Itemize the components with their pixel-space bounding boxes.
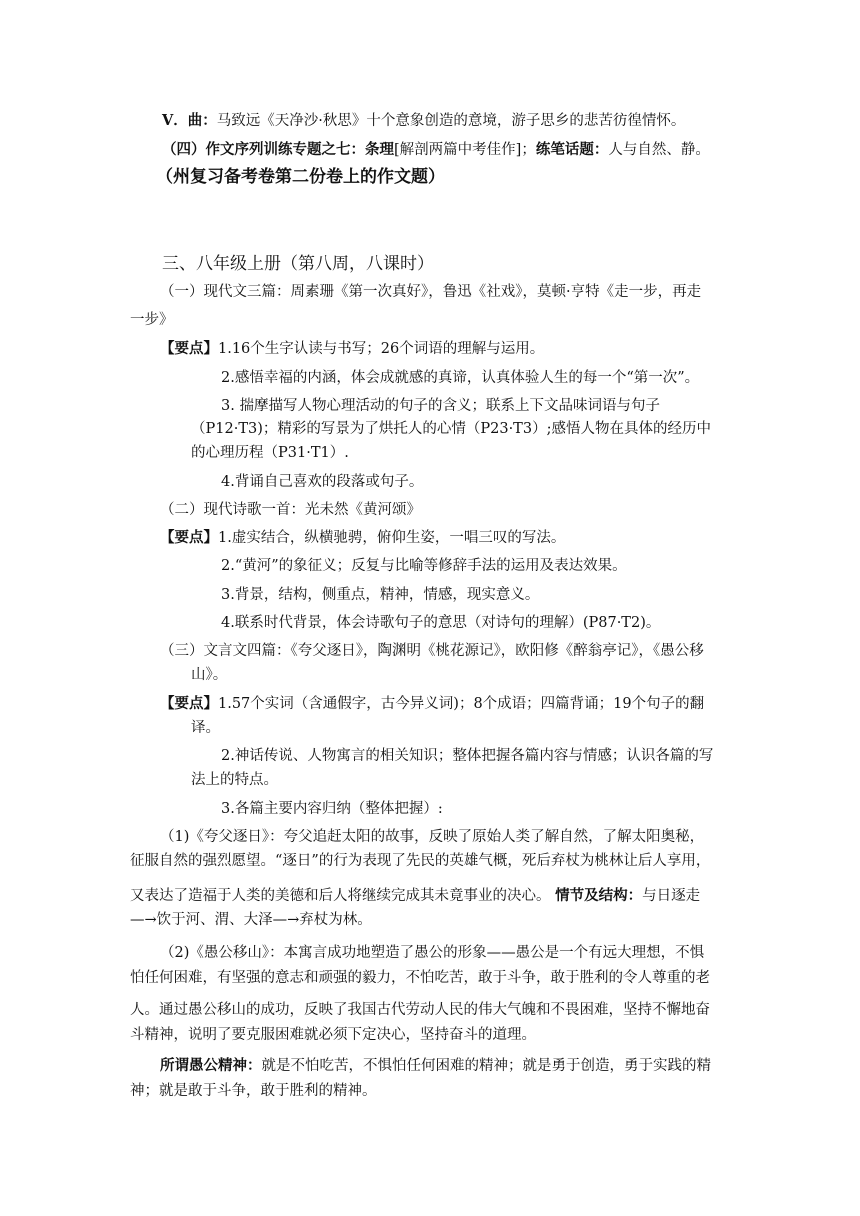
- modern-prose-point-4: 4.背诵自己喜欢的段落或句子。: [221, 474, 424, 490]
- classical-title-1: （三）文言文四篇：《夸父逐日》，陶渊明《桃花源记》，欧阳修《醉翁亭记》，《愚公移: [160, 643, 704, 659]
- modern-prose-title-1: （一）现代文三篇：周素珊《第一次真好》，鲁迅《社戏》，莫顿·亨特《走一步，再走: [160, 284, 702, 300]
- section-iv-line: [162, 140, 710, 160]
- kuafu-line-1: （1)《夸父逐日》：夸父追赶太阳的故事，反映了原始人类了解自然，了解太阳奥秘，: [160, 829, 705, 845]
- key-points-label: 【要点】: [160, 529, 218, 546]
- grade8-heading: 三、八年级上册（第八周，八课时）: [162, 254, 434, 274]
- key-points-label: 【要点】: [160, 695, 218, 712]
- note-line: （州复习备考卷第二份卷上的作文题）: [156, 167, 445, 187]
- modern-prose-point-3: 3. 揣摩描写人物心理活动的句子的含义；联系上下文品味词语与句子: [221, 398, 660, 414]
- section-v-line: [162, 111, 685, 131]
- section-v-text: 马致远《天净沙·秋思》十个意象创造的意境，游子思乡的悲苦彷徨情怀。: [216, 113, 686, 129]
- yugong-line-1: （2)《愚公移山》：本寓言成功地塑造了愚公的形象——愚公是一个有远大理想，不惧: [160, 945, 705, 961]
- kuafu-line-3: 又表达了造福于人类的美德和后人将继续完成其未竟事业的决心。 情节及结构：与日逐走: [130, 887, 701, 904]
- yugong-line-3: 人。通过愚公移山的成功，反映了我国古代劳动人民的伟大气魄和不畏困难，坚持不懈地奋: [130, 1002, 710, 1018]
- classical-title-2: 山》。: [191, 667, 228, 683]
- classical-point-2-cont: 法上的特点。: [191, 772, 278, 788]
- modern-prose-title-2: 一步》: [130, 312, 174, 328]
- modern-poetry-point-2: 2.“黄河”的象征义；反复与比喻等修辞手法的运用及表达效果。: [221, 558, 627, 574]
- modern-poetry-title: （二）现代诗歌一首：光未然《黄河颂》: [160, 502, 421, 518]
- classical-point-3: 3.各篇主要内容归纳（整体把握）:: [221, 801, 443, 817]
- plot-structure-label: 情节及结构：: [555, 887, 643, 904]
- section-v-label: V．曲：: [162, 112, 217, 129]
- section-iv-label: （四）作文序列训练专题之七：条理: [162, 141, 394, 158]
- yugong-spirit-label: 所谓愚公精神：: [160, 1057, 262, 1074]
- practice-text: 人与自然、静。: [608, 142, 710, 158]
- modern-poetry-point-3: 3.背景，结构，侧重点，精神，情感，现实意义。: [221, 587, 540, 603]
- yugong-spirit-line-2: 神；就是敢于斗争，敢于胜利的精神。: [130, 1083, 377, 1099]
- yugong-spirit-line-1: 所谓愚公精神：就是不怕吃苦，不惧怕任何困难的精神；就是勇于创造，勇于实践的精: [160, 1057, 711, 1074]
- section-iv-mid: [解剖两篇中考佳作]；: [394, 142, 536, 158]
- kuafu-line-2: 征服自然的强烈愿望。“逐日”的行为表现了先民的英雄气概，死后弃杖为桃林让后人享用，: [130, 853, 711, 869]
- modern-poetry-point-4: 4.联系时代背景，体会诗歌句子的意思（对诗句的理解）(P87·T2)。: [221, 615, 661, 631]
- key-points-label: 【要点】: [160, 340, 218, 357]
- modern-prose-point-1: 【要点】1.16个生字认读与书写；26个词语的理解与运用。: [160, 340, 545, 357]
- kuafu-line-4: —→饮于河、渭、大泽—→弃杖为林。: [130, 912, 372, 928]
- modern-prose-point-2: 2.感悟幸福的内涵，体会成就感的真谛，认真体验人生的每一个“第一次”。: [221, 370, 700, 386]
- modern-prose-point-3-cont-1: （P12·T3)；精彩的写景为了烘托人的心情（P23·T3）;感悟人物在具体的经历中: [191, 421, 711, 437]
- classical-point-1: 【要点】1.57个实词（含通假字，古今异义词)；8个成语；四篇背诵；19个句子的翻: [160, 695, 705, 712]
- classical-point-1-cont: 译。: [191, 720, 220, 736]
- classical-point-2: 2.神话传说、人物寓言的相关知识；整体把握各篇内容与情感；认识各篇的写: [221, 748, 714, 764]
- yugong-line-2: 怕任何困难，有坚强的意志和顽强的毅力，不怕吃苦，敢于斗争，敢于胜利的令人尊重的老: [130, 970, 710, 986]
- modern-prose-point-3-cont-2: 的心理历程（P31·T1）.: [191, 445, 349, 461]
- practice-label: 练笔话题：: [535, 141, 609, 158]
- modern-poetry-point-1: 【要点】1.虚实结合，纵横驰骋，俯仰生姿，一唱三叹的写法。: [160, 529, 566, 546]
- yugong-line-4: 斗精神，说明了要克服困难就必须下定决心，坚持奋斗的道理。: [130, 1027, 536, 1043]
